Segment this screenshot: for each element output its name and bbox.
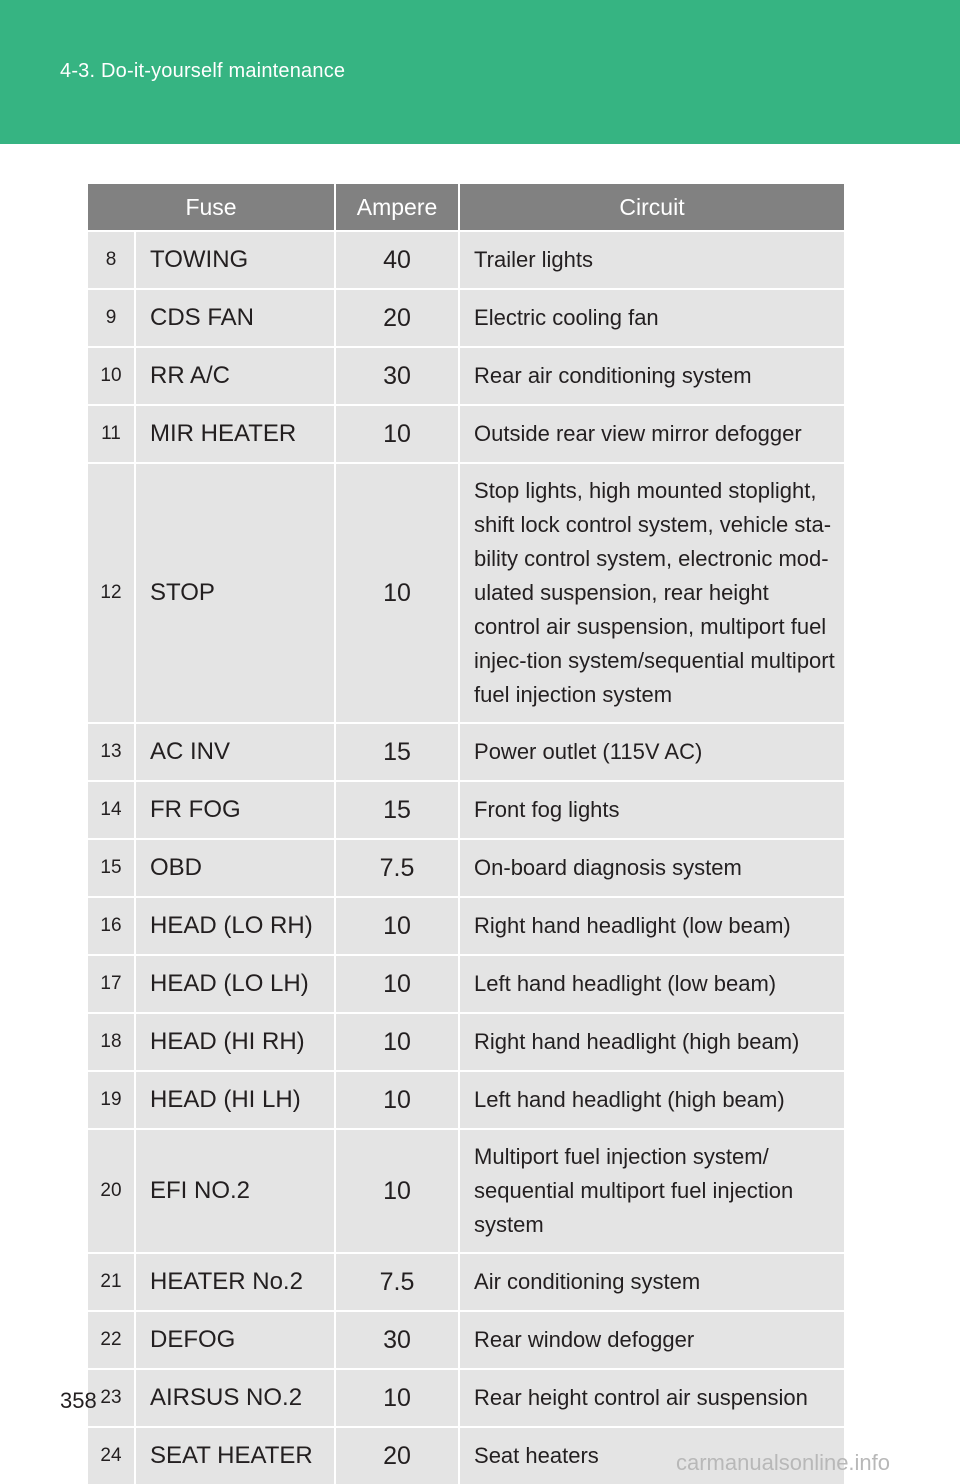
fuse-name: AIRSUS NO.2 bbox=[135, 1369, 335, 1427]
fuse-circuit: Rear window defogger bbox=[459, 1311, 844, 1369]
fuse-ampere: 10 bbox=[335, 897, 459, 955]
fuse-number: 11 bbox=[88, 405, 135, 463]
fuse-number: 23 bbox=[88, 1369, 135, 1427]
fuse-name: EFI NO.2 bbox=[135, 1129, 335, 1253]
table-row bbox=[88, 1013, 844, 1071]
fuse-circuit: Left hand headlight (high beam) bbox=[459, 1071, 844, 1129]
fuse-circuit: Multiport fuel injection system/ sequential multiport fuel injection system bbox=[459, 1129, 844, 1253]
fuse-number: 17 bbox=[88, 955, 135, 1013]
fuse-ampere: 10 bbox=[335, 1129, 459, 1253]
table-row bbox=[88, 289, 844, 347]
table-row bbox=[88, 1129, 844, 1253]
fuse-name: MIR HEATER bbox=[135, 405, 335, 463]
fuse-ampere: 20 bbox=[335, 289, 459, 347]
table-row bbox=[88, 231, 844, 289]
fuse-circuit: Seat heaters bbox=[459, 1427, 844, 1484]
fuse-name: OBD bbox=[135, 839, 335, 897]
table-header-row bbox=[88, 184, 844, 231]
fuse-number: 8 bbox=[88, 231, 135, 289]
fuse-ampere: 20 bbox=[335, 1427, 459, 1484]
fuse-ampere: 30 bbox=[335, 347, 459, 405]
fuse-table bbox=[88, 184, 844, 1484]
fuse-ampere: 10 bbox=[335, 955, 459, 1013]
fuse-number: 21 bbox=[88, 1253, 135, 1311]
fuse-name: HEAD (LO LH) bbox=[135, 955, 335, 1013]
fuse-number: 16 bbox=[88, 897, 135, 955]
fuse-ampere: 10 bbox=[335, 1013, 459, 1071]
table-row bbox=[88, 839, 844, 897]
fuse-number: 19 bbox=[88, 1071, 135, 1129]
table-row bbox=[88, 1311, 844, 1369]
fuse-name: STOP bbox=[135, 463, 335, 723]
fuse-ampere: 15 bbox=[335, 781, 459, 839]
table-row bbox=[88, 1369, 844, 1427]
fuse-number: 13 bbox=[88, 723, 135, 781]
fuse-name: HEATER No.2 bbox=[135, 1253, 335, 1311]
fuse-circuit: Left hand headlight (low beam) bbox=[459, 955, 844, 1013]
fuse-name: TOWING bbox=[135, 231, 335, 289]
fuse-circuit: Trailer lights bbox=[459, 231, 844, 289]
fuse-circuit: Rear air conditioning system bbox=[459, 347, 844, 405]
fuse-ampere: 30 bbox=[335, 1311, 459, 1369]
fuse-circuit: Right hand headlight (high beam) bbox=[459, 1013, 844, 1071]
table-row bbox=[88, 347, 844, 405]
table-row bbox=[88, 1253, 844, 1311]
table-row bbox=[88, 955, 844, 1013]
table-row bbox=[88, 781, 844, 839]
fuse-ampere: 10 bbox=[335, 463, 459, 723]
fuse-name: HEAD (LO RH) bbox=[135, 897, 335, 955]
section-title: 4-3. Do-it-yourself maintenance bbox=[60, 60, 346, 82]
fuse-name: HEAD (HI RH) bbox=[135, 1013, 335, 1071]
fuse-number: 18 bbox=[88, 1013, 135, 1071]
fuse-ampere: 10 bbox=[335, 405, 459, 463]
fuse-name: CDS FAN bbox=[135, 289, 335, 347]
fuse-number: 14 bbox=[88, 781, 135, 839]
header-band bbox=[0, 0, 960, 144]
fuse-ampere: 40 bbox=[335, 231, 459, 289]
fuse-ampere: 7.5 bbox=[335, 1253, 459, 1311]
table-row bbox=[88, 405, 844, 463]
fuse-ampere: 10 bbox=[335, 1071, 459, 1129]
fuse-circuit: Electric cooling fan bbox=[459, 289, 844, 347]
fuse-number: 22 bbox=[88, 1311, 135, 1369]
column-header-fuse: Fuse bbox=[88, 184, 335, 231]
fuse-circuit: On-board diagnosis system bbox=[459, 839, 844, 897]
table-row bbox=[88, 1071, 844, 1129]
fuse-circuit: Stop lights, high mounted stoplight, shift lock control system, vehicle sta-bility control system, electronic mod-ulated suspension, rear height control air suspension, multiport fuel injec-tion system/sequential multiport fuel injection system bbox=[459, 463, 844, 723]
fuse-number: 12 bbox=[88, 463, 135, 723]
column-header-ampere: Ampere bbox=[335, 184, 459, 231]
fuse-name: AC INV bbox=[135, 723, 335, 781]
fuse-circuit: Outside rear view mirror defogger bbox=[459, 405, 844, 463]
fuse-number: 15 bbox=[88, 839, 135, 897]
fuse-circuit: Right hand headlight (low beam) bbox=[459, 897, 844, 955]
fuse-circuit: Front fog lights bbox=[459, 781, 844, 839]
fuse-number: 24 bbox=[88, 1427, 135, 1484]
table-row bbox=[88, 723, 844, 781]
table-row bbox=[88, 897, 844, 955]
fuse-name: FR FOG bbox=[135, 781, 335, 839]
fuse-number: 20 bbox=[88, 1129, 135, 1253]
fuse-name: HEAD (HI LH) bbox=[135, 1071, 335, 1129]
fuse-ampere: 15 bbox=[335, 723, 459, 781]
watermark: carmanualsonline.info bbox=[676, 1450, 891, 1475]
fuse-ampere: 7.5 bbox=[335, 839, 459, 897]
fuse-name: SEAT HEATER bbox=[135, 1427, 335, 1484]
column-header-circuit: Circuit bbox=[459, 184, 844, 231]
fuse-number: 9 bbox=[88, 289, 135, 347]
table-row bbox=[88, 463, 844, 723]
fuse-name: DEFOG bbox=[135, 1311, 335, 1369]
fuse-name: RR A/C bbox=[135, 347, 335, 405]
fuse-circuit: Power outlet (115V AC) bbox=[459, 723, 844, 781]
fuse-ampere: 10 bbox=[335, 1369, 459, 1427]
page-number: 358 bbox=[60, 1388, 97, 1413]
fuse-circuit: Air conditioning system bbox=[459, 1253, 844, 1311]
fuse-number: 10 bbox=[88, 347, 135, 405]
fuse-circuit: Rear height control air suspension bbox=[459, 1369, 844, 1427]
